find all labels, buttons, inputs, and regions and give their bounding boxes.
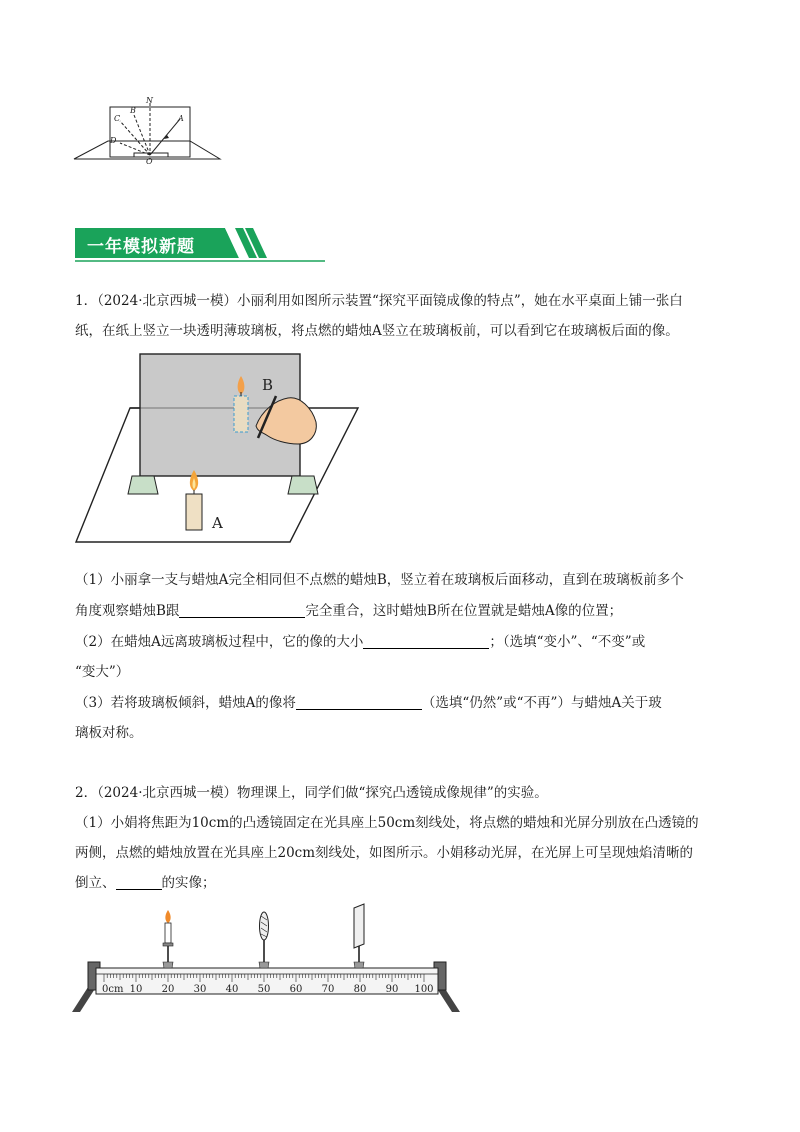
ray-b (134, 115, 150, 155)
candle-a (186, 494, 202, 530)
label-o: O (146, 157, 153, 165)
label-n: N (146, 96, 153, 105)
candle-b (234, 396, 248, 432)
scale-label: 80 (353, 984, 367, 995)
figure-label-b: B (262, 376, 274, 394)
section-banner (75, 228, 325, 264)
q1-p3-line1-pre: （3）若将玻璃板倾斜，蜡烛A的像将 (75, 695, 296, 711)
label-b: B (130, 106, 136, 115)
answer-blank-4[interactable] (116, 873, 162, 890)
q2-p1-line3 (75, 868, 725, 898)
q1-stem-line1: 1．（2024·北京西城一模）小丽利用如图所示装置“探究平面镜成像的特点”，她在水平桌面上铺一张白 (75, 293, 683, 309)
answer-blank-3[interactable] (296, 693, 422, 710)
label-d: D (110, 136, 117, 145)
scale-label: 70 (321, 984, 335, 995)
incident-ray-a (150, 119, 180, 155)
light-screen-on-bench (354, 904, 364, 968)
q1-p3-line1-post: （选填“仍然”或“不再”）与蜡烛A关于玻 (421, 695, 662, 711)
scale-label: 0cm (102, 984, 124, 995)
optical-bench-figure (70, 900, 465, 1015)
right-stand (288, 476, 318, 494)
convex-lens-on-bench (259, 912, 269, 968)
scale-label: 10 (129, 984, 143, 995)
light-screen (354, 904, 364, 948)
q2-p1-line3-pre: 倒立、 (75, 875, 116, 891)
reflection-diagram (72, 95, 222, 165)
scale-label: 30 (193, 984, 207, 995)
section-title: 一年模拟新题 (87, 237, 195, 257)
answer-blank-2[interactable] (363, 632, 489, 649)
ray-c (120, 121, 150, 155)
q1-p2-line1 (75, 627, 725, 657)
scale-label: 50 (257, 984, 271, 995)
q2-stem: 2．（2024·北京西城一模）物理课上，同学们做“探究凸透镜成像规律”的实验。 (75, 785, 548, 801)
q2-p1-line2: 两侧，点燃的蜡烛放置在光具座上20cm刻线处，如图所示。小娟移动光屏，在光屏上可呈现烛焰清晰的 (75, 845, 694, 861)
q1-p3-line2: 璃板对称。 (75, 725, 143, 741)
q1-p2-line1-post: ；（选填“变小”、“不变”或 (489, 634, 646, 650)
label-a: A (178, 114, 184, 123)
q1-p1-line2-post: 完全重合，这时蜡烛B所在位置就是蜡烛A像的位置； (305, 603, 623, 619)
q1-p1-line2-pre: 角度观察蜡烛B跟 (75, 603, 180, 619)
bench-flame-icon (165, 910, 170, 923)
q2-p1-line3-post: 的实像； (161, 875, 216, 891)
q1-p2-line1-pre: （2）在蜡烛A远离玻璃板过程中，它的像的大小 (75, 634, 364, 650)
candle-on-bench (163, 910, 173, 968)
q1-p2-line2: “变大”） (75, 664, 130, 680)
label-c: C (114, 114, 121, 123)
scale-label: 100 (414, 984, 434, 995)
answer-blank-1[interactable] (179, 601, 305, 618)
q1-p1-line1: （1）小丽拿一支与蜡烛A完全相同但不点燃的蜡烛B，竖立着在玻璃板后面移动，直到在玻璃板前多个 (75, 572, 684, 588)
scale-label: 20 (161, 984, 175, 995)
scale-label: 60 (289, 984, 303, 995)
q2-p1-line1: （1）小娟将焦距为10cm的凸透镜固定在光具座上50cm刻线处，将点燃的蜡烛和光屏分别放在凸透镜的 (75, 815, 699, 831)
q1-stem-line2: 纸，在纸上竖立一块透明薄玻璃板，将点燃的蜡烛A竖立在玻璃板前，可以看到它在玻璃板后面的像。 (75, 323, 679, 339)
mirror-experiment-figure (72, 348, 362, 546)
figure-label-a: A (212, 514, 223, 532)
q1-p3-line1 (75, 688, 725, 718)
scale-label: 40 (225, 984, 239, 995)
scale-label: 90 (385, 984, 399, 995)
q1-p1-line2 (75, 596, 725, 626)
left-stand (128, 476, 158, 494)
